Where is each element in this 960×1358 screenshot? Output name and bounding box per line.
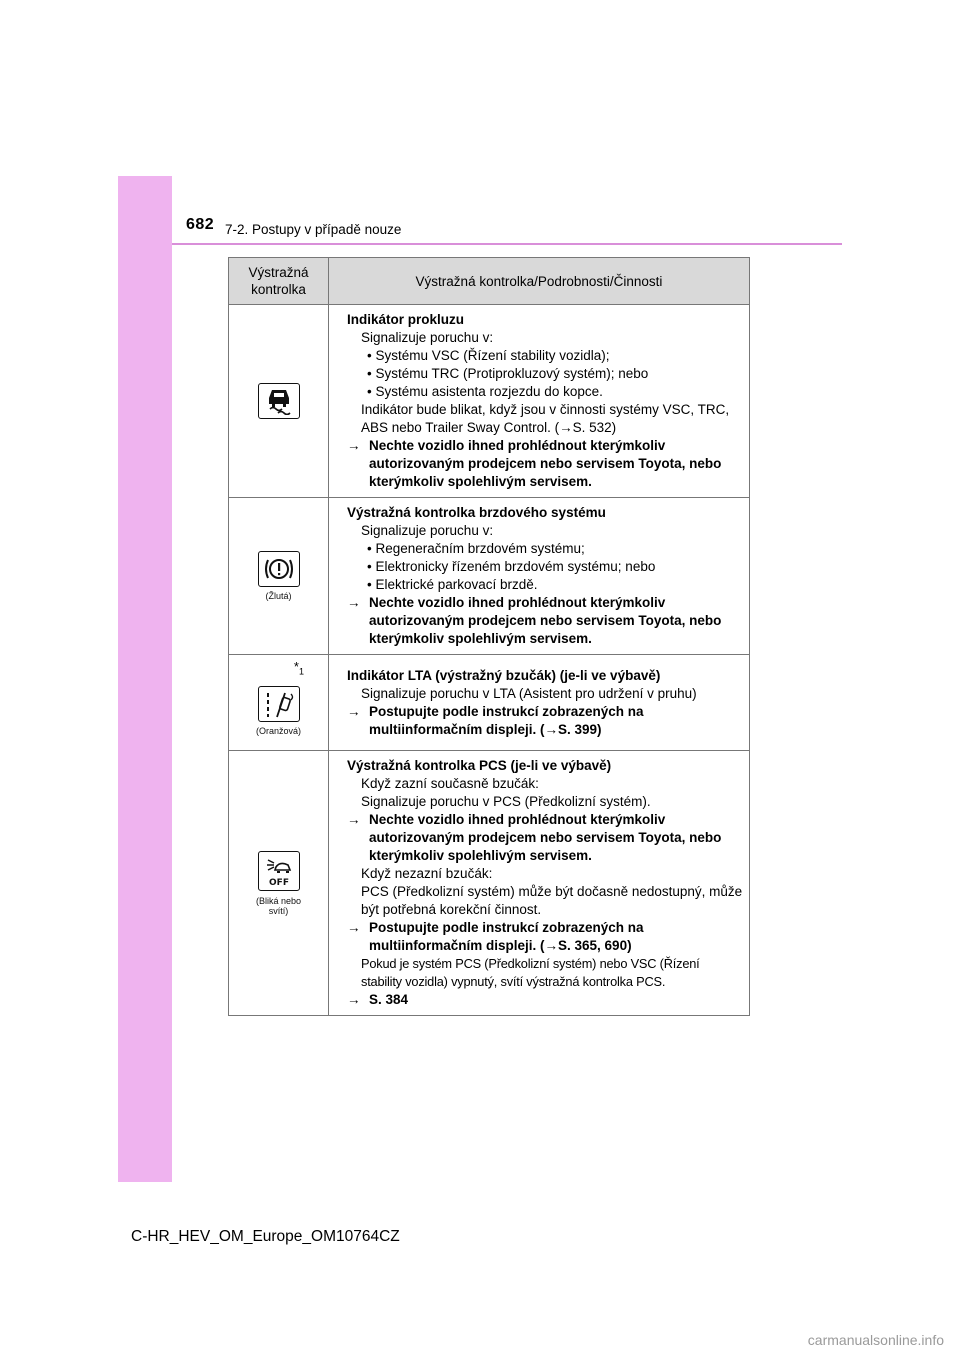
row-line: Signalizuje poruchu v LTA (Asistent pro udržení v pruhu) [361, 686, 697, 701]
row-action: → Nechte vozidlo ihned prohlédnout kterýmkoliv autorizovaným prodejcem nebo servisem Toyota, nebo kterýmkoliv spolehlivým servisem. [347, 595, 722, 646]
row-line: Signalizuje poruchu v: [361, 523, 494, 538]
table-row [229, 655, 750, 751]
arrow-icon: → [347, 992, 361, 1007]
description-cell [329, 655, 750, 751]
row-line: • Systému TRC (Protiprokluzový systém); nebo [367, 366, 649, 381]
warning-lights-table [228, 257, 750, 1016]
section-title: 7-2. Postupy v případě nouze [225, 222, 402, 237]
row-title: Výstražná kontrolka brzdového systému [347, 505, 606, 520]
row-line: • Elektrické parkovací brzdě. [367, 577, 538, 592]
footnote-marker: $*_1$ [293, 659, 304, 677]
row-line: Když nezazní bzučák: [361, 866, 493, 881]
row-action: → S. 384 [347, 992, 409, 1007]
arrow-icon: → [347, 438, 361, 453]
table-row [229, 751, 750, 1016]
row-line: • Regeneračním brzdovém systému; [367, 541, 585, 556]
row-action: → Nechte vozidlo ihned prohlédnout kterýmkoliv autorizovaným prodejcem nebo servisem Toyota, nebo kterýmkoliv spolehlivým servisem. [347, 438, 722, 489]
row-title: Výstražná kontrolka PCS (je-li ve výbavě) [347, 758, 612, 773]
svg-text:OFF: OFF [268, 877, 289, 888]
row-action: → Postupujte podle instrukcí zobrazených na multiinformačním displeji. (→S. 365, 690) [347, 920, 644, 953]
arrow-icon: → [347, 704, 361, 719]
row-line: Signalizuje poruchu v PCS (Předkolizní systém). [361, 794, 651, 809]
row-line: Signalizuje poruchu v: [361, 330, 494, 345]
icon-color-label: (Žlutá) [265, 591, 292, 601]
row-line: Indikátor bude blikat, když jsou v činnosti systémy VSC, TRC, ABS nebo Trailer Sway Control. (→S. 532) [361, 402, 730, 435]
icon-color-label: (Oranžová) [255, 725, 301, 736]
page-number: 682 [186, 216, 215, 233]
brake-warning-icon [258, 551, 300, 587]
icon-color-label: (Bliká nebo svítí) [255, 895, 302, 916]
row-line: PCS (Předkolizní systém) může být dočasně nedostupný, může být potřebná korekční činnost. [361, 884, 743, 917]
row-line: • Systému VSC (Řízení stability vozidla); [367, 348, 610, 363]
description-cell [329, 751, 750, 1016]
arrow-icon: → [347, 812, 361, 827]
watermark: carmanualsonline.info [807, 1332, 944, 1348]
document-code: C-HR_HEV_OM_Europe_OM10764CZ [131, 1228, 400, 1245]
row-line: • Elektronicky řízeném brzdovém systému; nebo [367, 559, 656, 574]
row-line: Když zazní současně bzučák: [361, 776, 539, 791]
pcs-off-icon [258, 851, 300, 891]
row-line: • Systému asistenta rozjezdu do kopce. [367, 384, 603, 399]
row-action: → Nechte vozidlo ihned prohlédnout kterýmkoliv autorizovaným prodejcem nebo servisem Toyota, nebo kterýmkoliv spolehlivým servisem. [347, 812, 722, 863]
row-title: Indikátor LTA (výstražný bzučák) (je-li ve výbavě) [347, 668, 661, 683]
icon-cell [229, 655, 329, 751]
icon-cell [229, 751, 329, 1016]
col-header-details: Výstražná kontrolka/Podrobnosti/Činnosti [329, 258, 750, 305]
arrow-icon: → [347, 920, 361, 935]
lta-indicator-icon [258, 686, 300, 722]
description-cell [329, 305, 750, 498]
row-action: → Postupujte podle instrukcí zobrazených na multiinformačním displeji. (→S. 399) [347, 704, 644, 737]
arrow-icon: → [347, 595, 361, 610]
icon-cell [229, 498, 329, 655]
col-header-light: Výstražná kontrolka [229, 258, 329, 305]
table-row [229, 498, 750, 655]
icon-cell [229, 305, 329, 498]
row-title: Indikátor prokluzu [347, 312, 465, 327]
side-color-band [118, 176, 172, 1182]
description-cell [329, 498, 750, 655]
row-line: Pokud je systém PCS (Předkolizní systém) nebo VSC (Řízení stability vozidla) vypnutý, svítí výstražná kontrolka PCS. [361, 956, 700, 989]
table-header-row [229, 258, 750, 305]
header-rule [172, 243, 842, 245]
table-row [229, 305, 750, 498]
skid-indicator-icon [258, 383, 300, 419]
